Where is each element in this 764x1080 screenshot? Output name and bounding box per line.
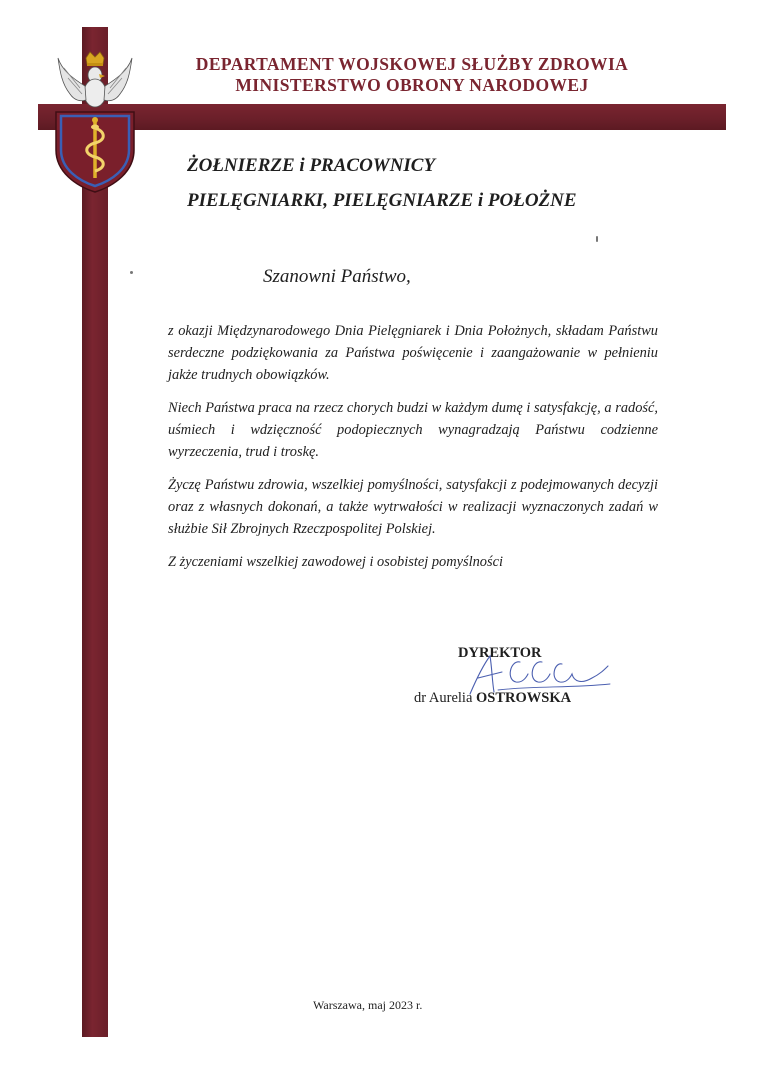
letter-body [168, 320, 658, 584]
body-paragraph-2: Niech Państwa praca na rzecz chorych budzi w każdym dumę i satysfakcję, a radość, uśmiech i wdzięczność podopiecznych wynagradzają Państwu codzienne wyrzeczenia, trud i troskę. [168, 400, 658, 460]
military-medical-eagle-emblem-icon [50, 50, 140, 195]
department-header [150, 54, 674, 96]
signatory-first-name: dr Aurelia [414, 690, 473, 706]
place-and-date: Warszawa, maj 2023 r. [313, 998, 423, 1012]
addressee-line-1: ŻOŁNIERZE i PRACOWNICY [187, 155, 436, 176]
signatory-title: DYREKTOR [458, 645, 542, 661]
signatory-name [414, 690, 571, 707]
body-paragraph-3: Życzę Państwu zdrowia, wszelkiej pomyślności, satysfakcji z podejmowanych decyzji oraz z własnych dokonań, a także wytrwałości w realizacji wyznaczonych zadań w służbie Sił Zbrojnych Rzeczpospolitej Polskiej. [168, 477, 658, 537]
ministry-name: MINISTERSTWO OBRONY NARODOWEJ [235, 75, 589, 95]
addressee-block [187, 148, 577, 218]
salutation: Szanowni Państwo, [263, 266, 411, 287]
addressee-line-2: PIELĘGNIARKI, PIELĘGNIARZE i POŁOŻNE [187, 190, 577, 211]
department-name: DEPARTAMENT WOJSKOWEJ SŁUŻBY ZDROWIA [195, 54, 629, 74]
signatory-surname: OSTROWSKA [476, 690, 572, 706]
scan-speck [596, 236, 598, 242]
horizontal-maroon-bar [38, 104, 726, 130]
closing-line: Z życzeniami wszelkiej zawodowej i osobistej pomyślności [168, 554, 503, 570]
scan-speck [130, 271, 133, 274]
body-paragraph-1: z okazji Międzynarodowego Dnia Pielęgniarek i Dnia Położnych, składam Państwu serdeczne podziękowania za Państwa poświęcenie i zaangażowanie w pełnieniu jakże trudnych obowiązków. [168, 323, 658, 383]
